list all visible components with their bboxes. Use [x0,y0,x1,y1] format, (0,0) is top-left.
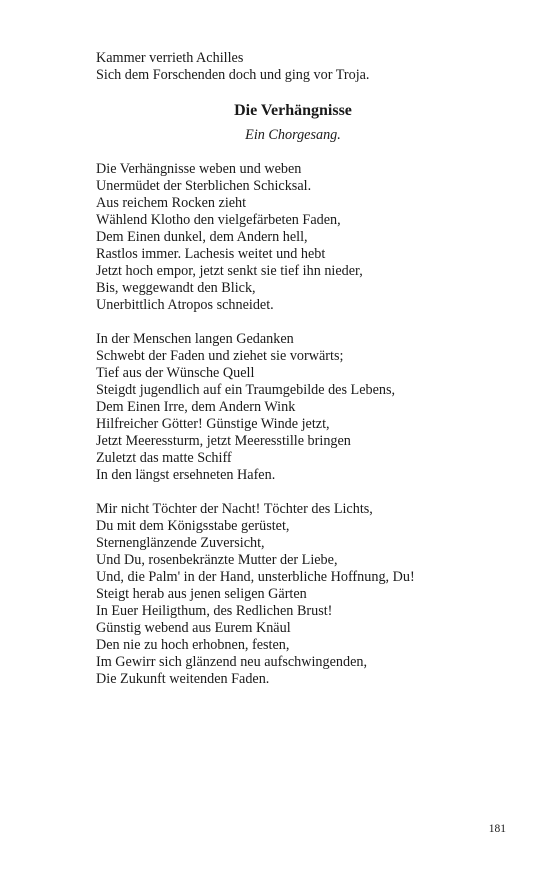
poem-line: Steigdt jugendlich auf ein Traumgebilde des Lebens, [96,382,396,398]
stanza-3 [96,501,496,688]
page-body [96,50,496,688]
poem-line: Jetzt Meeressturm, jetzt Meeresstille bringen [96,433,351,449]
poem-line: Du mit dem Königsstabe gerüstet, [96,518,290,534]
poem-title: Die Verhängnisse [234,102,352,119]
poem-line: Schwebt der Faden und ziehet sie vorwärts; [96,348,344,364]
poem-line: Jetzt hoch empor, jetzt senkt sie tief ihn nieder, [96,263,363,279]
poem-line: Unermüdet der Sterblichen Schicksal. [96,178,312,194]
poem-line: In der Menschen langen Gedanken [96,331,294,347]
poem-line: Rastlos immer. Lachesis weitet und hebt [96,246,326,262]
poem-line: Günstig webend aus Eurem Knäul [96,620,291,636]
poem-line: Kammer verrieth Achilles [96,50,244,66]
continuation-text [96,50,496,84]
poem-line: Mir nicht Töchter der Nacht! Töchter des Lichts, [96,501,373,517]
poem-line: Die Verhängnisse weben und weben [96,161,302,177]
poem-line: Sternenglänzende Zuversicht, [96,535,265,551]
stanza-2 [96,331,496,484]
poem-line: Aus reichem Rocken zieht [96,195,247,211]
poem-line: In Euer Heiligthum, des Redlichen Brust! [96,603,333,619]
poem-line: Tief aus der Wünsche Quell [96,365,255,381]
poem-line: Den nie zu hoch erhobnen, festen, [96,637,290,653]
poem-line: Sich dem Forschenden doch und ging vor Troja. [96,67,370,83]
poem-line: Und Du, rosenbekränzte Mutter der Liebe, [96,552,338,568]
poem-subtitle: Ein Chorgesang. [245,127,341,143]
poem-line: Dem Einen dunkel, dem Andern hell, [96,229,308,245]
poem-line: Im Gewirr sich glänzend neu aufschwingenden, [96,654,368,670]
stanza-1 [96,161,496,314]
poem-line: Hilfreicher Götter! Günstige Winde jetzt, [96,416,330,432]
poem-line: Wählend Klotho den vielgefärbeten Faden, [96,212,341,228]
poem-line: Steigt herab aus jenen seligen Gärten [96,586,307,602]
poem-line: Unerbittlich Atropos schneidet. [96,297,274,313]
poem-line: Und, die Palm' in der Hand, unsterbliche Hoffnung, Du! [96,569,415,585]
poem-line: Die Zukunft weitenden Faden. [96,671,270,687]
poem-line: In den längst ersehneten Hafen. [96,467,276,483]
page-number: 181 [488,823,506,835]
poem-line: Dem Einen Irre, dem Andern Wink [96,399,296,415]
poem-line: Zuletzt das matte Schiff [96,450,232,466]
poem-line: Bis, weggewandt den Blick, [96,280,256,296]
